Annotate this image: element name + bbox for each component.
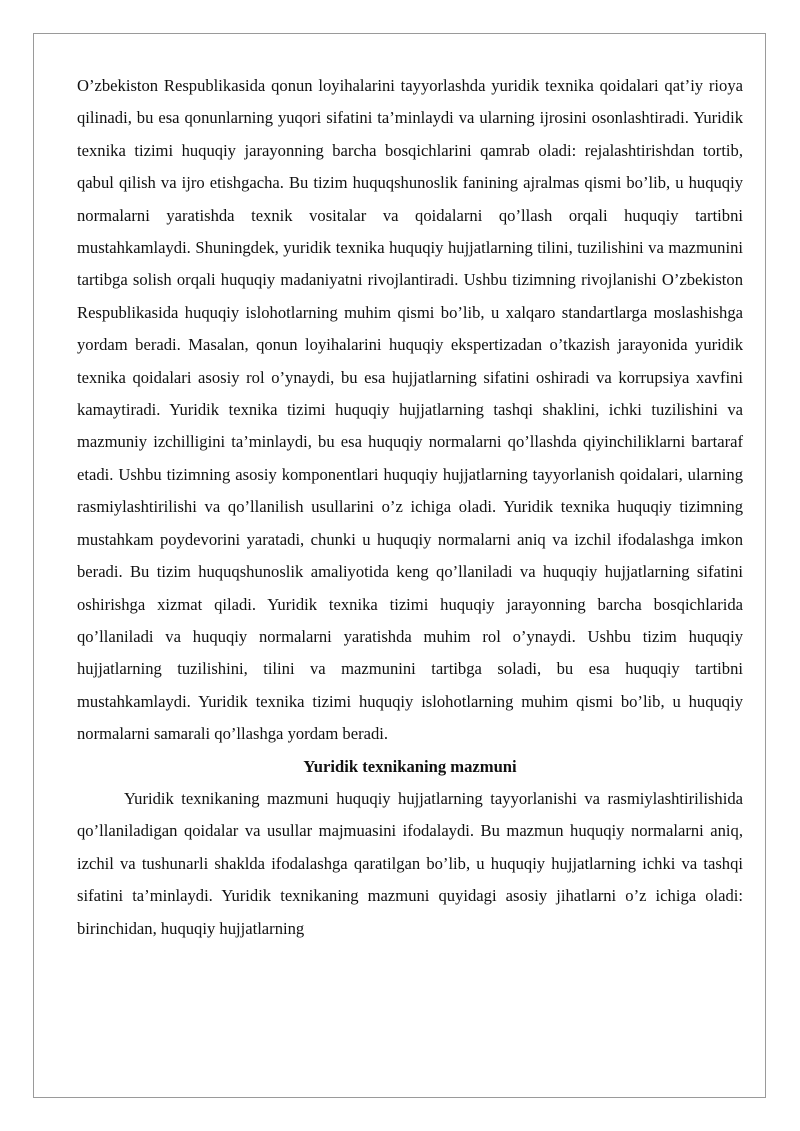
document-body (77, 70, 743, 945)
body-paragraph: Yuridik texnikaning mazmuni huquqiy hujjatlarning tayyorlanishi va rasmiylashtirilishida qo’llaniladigan qoidalar va usullar majmuasini ifodalaydi. Bu mazmun huquqiy normalarni aniq, izchil va tushunarli shaklda ifodalashga qaratilgan bo’lib, u huquqiy hujjatlarning ichki va tashqi sifatini ta’minlaydi. Yuridik texnikaning mazmuni quyidagi asosiy jihatlarni o’z ichiga oladi: birinchidan, huquqiy hujjatlarning (77, 788, 743, 938)
section-heading: Yuridik texnikaning mazmuni (303, 756, 517, 776)
body-paragraph: O’zbekiston Respublikasida qonun loyihalarini tayyorlashda yuridik texnika qoidalari qat’iy rioya qilinadi, bu esa qonunlarning yuqori sifatini ta’minlaydi va ularning ijrosini osonlashtiradi. Yuridik texnika tizimi huquqiy jarayonning barcha bosqichlarini qamrab oladi: rejalashtirishdan tortib, qabul qilish va ijro etishgacha. Bu tizim huquqshunoslik fanining ajralmas qismi bo’lib, u huquqiy normalarni yaratishda texnik vositalar va qoidalarni qo’llash orqali huquqiy tartibni mustahkamlaydi. Shuningdek, yuridik texnika huquqiy hujjatlarning tilini, tuzilishini va mazmunini tartibga solish orqali huquqiy madaniyatni rivojlantiradi. Ushbu tizimning rivojlanishi O’zbekiston Respublikasida huquqiy islohotlarning muhim qismi bo’lib, u xalqaro standartlarga moslashishga yordam beradi. Masalan, qonun loyihalarini huquqiy ekspertizadan o’tkazish jarayonida yuridik texnika qoidalari asosiy rol o’ynaydi, bu esa hujjatlarning sifatini oshiradi va korrupsiya xavfini kamaytiradi. Yuridik texnika tizimi huquqiy hujjatlarning tashqi shaklini, ichki tuzilishini va mazmuniy izchilligini ta’minlaydi, bu esa huquqiy normalarni qo’llashda qiyinchiliklarni bartaraf etadi. Ushbu tizimning asosiy komponentlari huquqiy hujjatlarning tayyorlanish qoidalari, ularning rasmiylashtirilishi va qo’llanilish usullarini o’z ichiga oladi. Yuridik texnika huquqiy tizimning mustahkam poydevorini yaratadi, chunki u huquqiy normalarni aniq va izchil ifodalashga imkon beradi. Bu tizim huquqshunoslik amaliyotida keng qo’llaniladi va huquqiy hujjatlarning sifatini oshirishga xizmat qiladi. Yuridik texnika tizimi huquqiy jarayonning barcha bosqichlarida qo’llaniladi va huquqiy normalarni yaratishda muhim rol o’ynaydi. Ushbu tizim huquqiy hujjatlarning tuzilishini, tilini va mazmunini tartibga soladi, bu esa huquqiy tartibni mustahkamlaydi. Yuridik texnika tizimi huquqiy islohotlarning muhim qismi bo’lib, u huquqiy normalarni samarali qo’llashga yordam beradi. (77, 76, 743, 744)
